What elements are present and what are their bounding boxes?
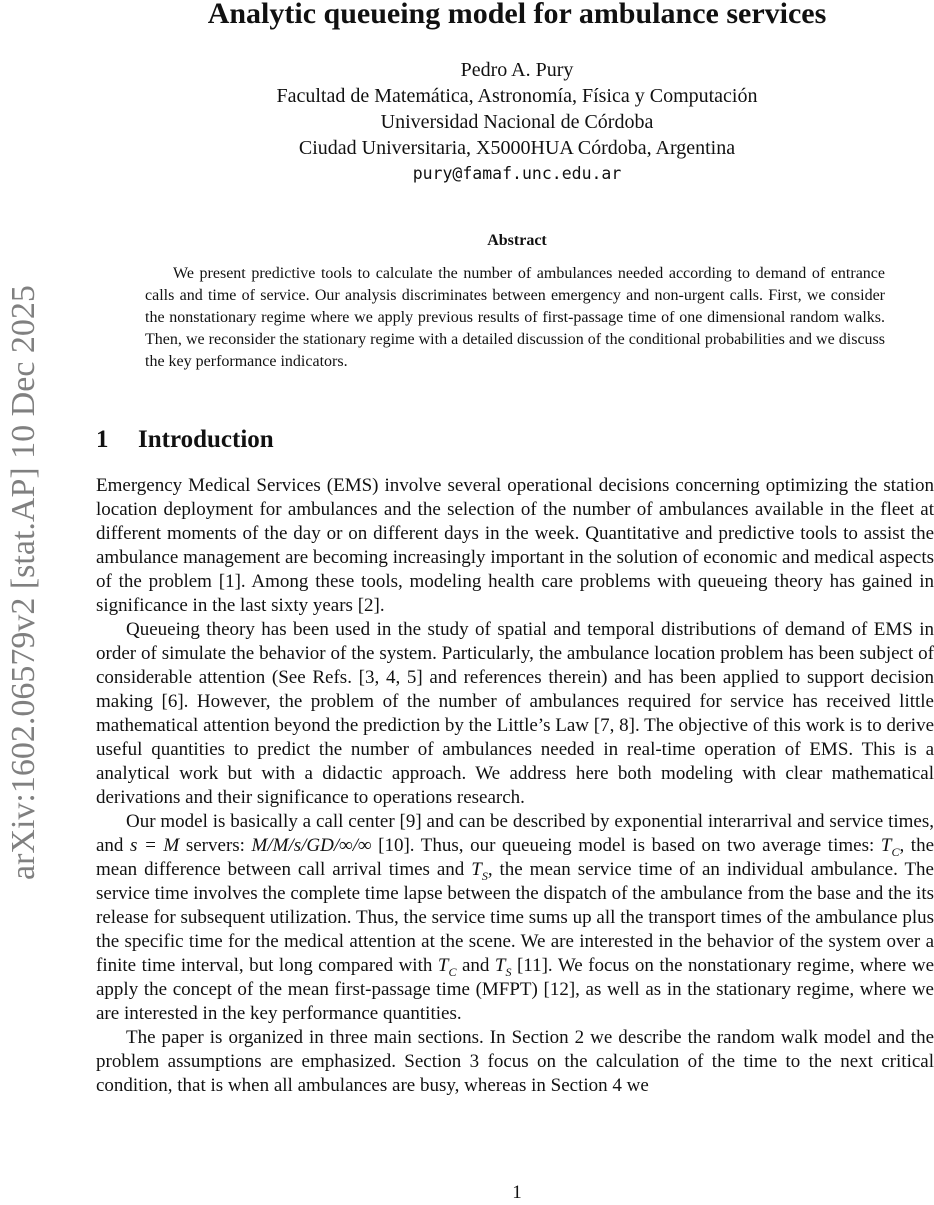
paragraph-2: Queueing theory has been used in the study of spatial and temporal distributions of demand of EMS in order of simulate the behavior of the system. Particularly, the ambulance location problem has been subject of considerable attention (See Refs. [3, 4, 5] and references therein) and has been applied to support decision making [6]. However, the problem of the number of ambulances required for service has received little mathematical attention beyond the prediction by the Little’s Law [7, 8]. The objective of this work is to derive useful quantities to predict the number of ambulances needed in real-time operation of EMS. This is a analytical work but with a didactic approach. We address here both modeling with clear mathematical derivations and their significance to operations research. bbox=[96, 619, 934, 808]
paragraph-4: The paper is organized in three main sections. In Section 2 we describe the random walk model and the problem assumptions are emphasized. Section 3 focus on the calculation of the time to the next critical condition, that is when all ambulances are busy, whereas in Section 4 we bbox=[96, 1027, 934, 1096]
abstract-heading: Abstract bbox=[487, 232, 547, 249]
paragraph-3-text-e: , the mean service time of an individual ambulance. The service time involves the complete time lapse between the dispatch of the ambulance from the base and the its release for subsequent utilization. Thus, the service time sums up all the transport times of the ambulance plus the specific time for the medical attention at the scene. We are interested in the behavior of the system over a finite time interval, but long compared with bbox=[96, 859, 934, 976]
paragraph-3-text-f: and bbox=[456, 955, 495, 976]
symbol-tc: $T_C$ bbox=[880, 835, 900, 859]
paper-title: Analytic queueing model for ambulance services bbox=[207, 0, 827, 30]
paragraph-3-text-a: Our model is basically a call center [9] and can be described by exponential interarrival and service times, and bbox=[96, 811, 934, 856]
paragraph-3-text-c: [10]. Thus, our queueing model is based on two average times: bbox=[371, 835, 881, 856]
equation-servers: s = M bbox=[130, 835, 180, 856]
symbol-tc-2: $T_C$ bbox=[437, 955, 457, 979]
arxiv-identifier: arXiv:1602.06579v2 [stat.AP] 10 Dec 2025 bbox=[5, 285, 42, 880]
paragraph-3-text-g: [11]. We focus on the nonstationary regime, where we apply the concept of the mean first-passage time (MFPT) [12], as well as in the stationary regime, where we are interested in the key performance quantities. bbox=[96, 955, 934, 1024]
introduction-body bbox=[96, 474, 934, 1098]
author-block bbox=[0, 57, 934, 187]
section-title: Introduction bbox=[138, 426, 274, 453]
author-affiliation-faculty: Facultad de Matemática, Astronomía, Física y Computación bbox=[276, 85, 758, 107]
section-number: 1 bbox=[96, 426, 109, 453]
symbol-ts-2: $T_S$ bbox=[494, 955, 512, 979]
author-affiliation-university: Universidad Nacional de Córdoba bbox=[380, 111, 654, 133]
paragraph-3-text-b: servers: bbox=[179, 835, 252, 856]
abstract-text: We present predictive tools to calculate the number of ambulances needed according to demand of entrance calls and time of service. Our analysis discriminates between emergency and non-urgent calls. First, we consider the nonstationary regime where we apply previous results of first-passage time of one dimensional random walks. Then, we reconsider the stationary regime with a detailed discussion of the conditional probabilities and we discuss the key performance indicators. bbox=[145, 265, 885, 370]
equation-kendall-notation: M/M/s/GD/∞/∞ bbox=[251, 835, 372, 856]
author-email: pury@famaf.unc.edu.ar bbox=[412, 164, 622, 183]
author-address: Ciudad Universitaria, X5000HUA Córdoba, Argentina bbox=[298, 137, 736, 159]
symbol-ts: $T_S$ bbox=[471, 859, 488, 883]
author-name: Pedro A. Pury bbox=[460, 59, 574, 81]
paragraph-3-text-d: , the mean difference between call arrival times and bbox=[96, 835, 934, 880]
section-heading-introduction bbox=[96, 424, 274, 456]
paragraph-3 bbox=[96, 810, 934, 1026]
paragraph-1: Emergency Medical Services (EMS) involve several operational decisions concerning optimizing the station location deployment for ambulances and the selection of the number of ambulances available in the fleet at different moments of the day or on different days in the week. Quantitative and predictive tools to assist the ambulance management are becoming increasingly important in the solution of economic and medical aspects of the problem [1]. Among these tools, modeling health care problems with queueing theory has gained in significance in the last sixty years [2]. bbox=[96, 475, 934, 616]
page-number: 1 bbox=[512, 1182, 522, 1203]
